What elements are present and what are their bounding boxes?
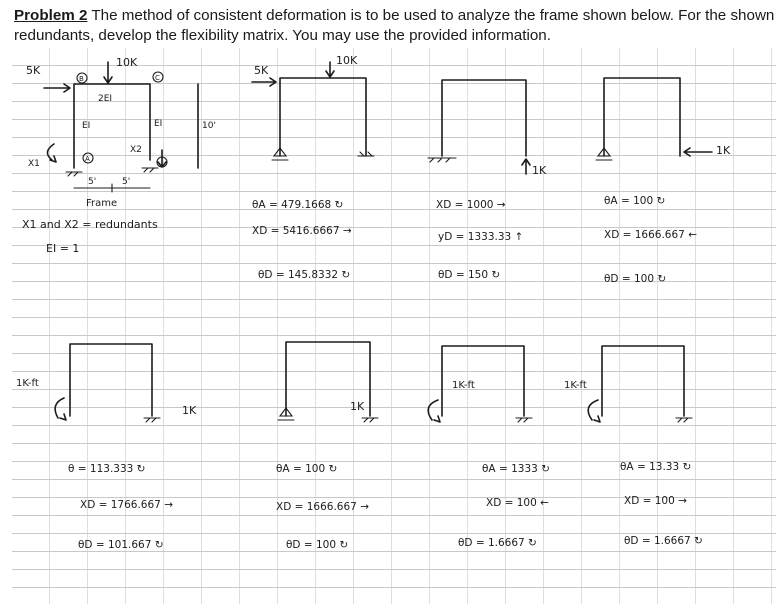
case-5-roller-support-icon	[362, 418, 378, 422]
case-7-result-1: θA = 13.33 ↻	[620, 461, 692, 473]
case-7-roller-support-icon	[676, 418, 692, 422]
case-5	[276, 342, 378, 551]
node-c-label: C	[155, 74, 160, 82]
case-4-frame	[70, 344, 152, 416]
case-3-result-1: θA = 100 ↻	[604, 195, 666, 207]
problem-heading	[14, 6, 778, 46]
case-6-moment-label: 1K-ft	[452, 380, 475, 391]
height-label: 10'	[202, 121, 216, 131]
case-1-result-3: θD = 145.8332 ↻	[258, 269, 351, 281]
case-3-frame	[604, 78, 680, 156]
given-frame	[22, 56, 216, 255]
case-2-up-load-arrow	[522, 159, 530, 174]
case-4-load-label: 1K	[182, 404, 197, 417]
case-3-result-2: XD = 1666.667 ←	[604, 229, 697, 241]
case-7-frame	[602, 346, 684, 416]
case-2-load-label: 1K	[532, 164, 547, 177]
case-4-moment-label: 1K-ft	[16, 378, 39, 389]
problem-statement: The method of consistent deformation is to be used to analyze the frame shown below. For the shown redundants, develop the flexibility matrix. You may use the provided information.	[14, 7, 775, 44]
case-6-result-1: θA = 1333 ↻	[482, 463, 550, 475]
beam-ei-label: 2EI	[98, 94, 113, 104]
case-4-result-2: XD = 1766.667 →	[80, 499, 173, 511]
case-4	[16, 344, 197, 551]
left-column-ei-label: EI	[82, 121, 91, 131]
case-2-fixed-support-icon	[428, 158, 456, 162]
x1-label: X1	[28, 159, 40, 169]
support-a-icon	[66, 172, 82, 176]
given-left-load-label: 5K	[26, 64, 41, 77]
case-7-moment-label: 1K-ft	[564, 380, 587, 391]
span-dimension-line	[74, 184, 150, 192]
case-7-result-3: θD = 1.6667 ↻	[624, 535, 703, 547]
case-1-frame	[280, 78, 366, 156]
case-4-result-3: θD = 101.667 ↻	[78, 539, 164, 551]
x2-label: X2	[130, 145, 142, 155]
given-left-load-arrow	[44, 84, 70, 92]
frame-label: Frame	[86, 198, 118, 209]
case-5-result-3: θD = 100 ↻	[286, 539, 349, 551]
case-7-result-2: XD = 100 →	[624, 495, 687, 507]
case-6-result-2: XD = 100 ←	[486, 497, 549, 509]
support-d-icon	[142, 168, 158, 172]
handwritten-diagrams	[12, 48, 776, 604]
case-7	[564, 346, 703, 547]
case-6-result-3: θD = 1.6667 ↻	[458, 537, 537, 549]
case-2-result-1: XD = 1000 →	[436, 199, 506, 211]
case-1-left-load-arrow	[252, 78, 276, 86]
case-4-roller-support-icon	[144, 418, 160, 422]
case-3-load-label: 1K	[716, 144, 731, 157]
case-2-frame	[442, 80, 526, 156]
redundants-note: X1 and X2 = redundants	[22, 218, 158, 231]
problem-number: Problem 2	[14, 7, 88, 24]
case-4-result-1: θ = 113.333 ↻	[68, 463, 146, 475]
given-top-load-arrow	[104, 62, 112, 83]
case-1-result-1: θA = 479.1668 ↻	[252, 199, 344, 211]
case-2-result-2: yD = 1333.33 ↑	[438, 231, 524, 243]
case-4-moment-arrow	[55, 398, 66, 420]
case-6-roller-support-icon	[516, 418, 532, 422]
case-7-moment-arrow	[588, 400, 600, 422]
given-top-load-label: 10K	[116, 56, 138, 69]
case-1-top-load-label: 10K	[336, 54, 358, 67]
case-3-left-load-arrow	[684, 148, 712, 156]
case-1	[252, 54, 374, 281]
span-1-label: 5'	[88, 177, 97, 187]
case-1-top-load-arrow	[326, 62, 334, 77]
case-5-result-2: XD = 1666.667 →	[276, 501, 369, 513]
case-6	[428, 346, 550, 549]
node-a-label: A	[85, 155, 90, 163]
node-b-label: B	[79, 75, 84, 83]
case-3-result-3: θD = 100 ↻	[604, 273, 667, 285]
case-3	[596, 78, 731, 285]
case-5-load-label: 1K	[350, 400, 365, 413]
right-column-ei-label: EI	[154, 119, 163, 129]
case-2-result-3: θD = 150 ↻	[438, 269, 501, 281]
case-5-result-1: θA = 100 ↻	[276, 463, 338, 475]
graph-paper-sheet	[12, 48, 776, 604]
case-1-result-2: XD = 5416.6667 →	[252, 225, 352, 237]
case-1-left-load-label: 5K	[254, 64, 269, 77]
case-6-moment-arrow	[428, 400, 440, 422]
ei-note: EI = 1	[46, 242, 80, 255]
case-2	[428, 80, 547, 281]
span-2-label: 5'	[122, 177, 131, 187]
x1-moment-arrow	[47, 144, 56, 162]
